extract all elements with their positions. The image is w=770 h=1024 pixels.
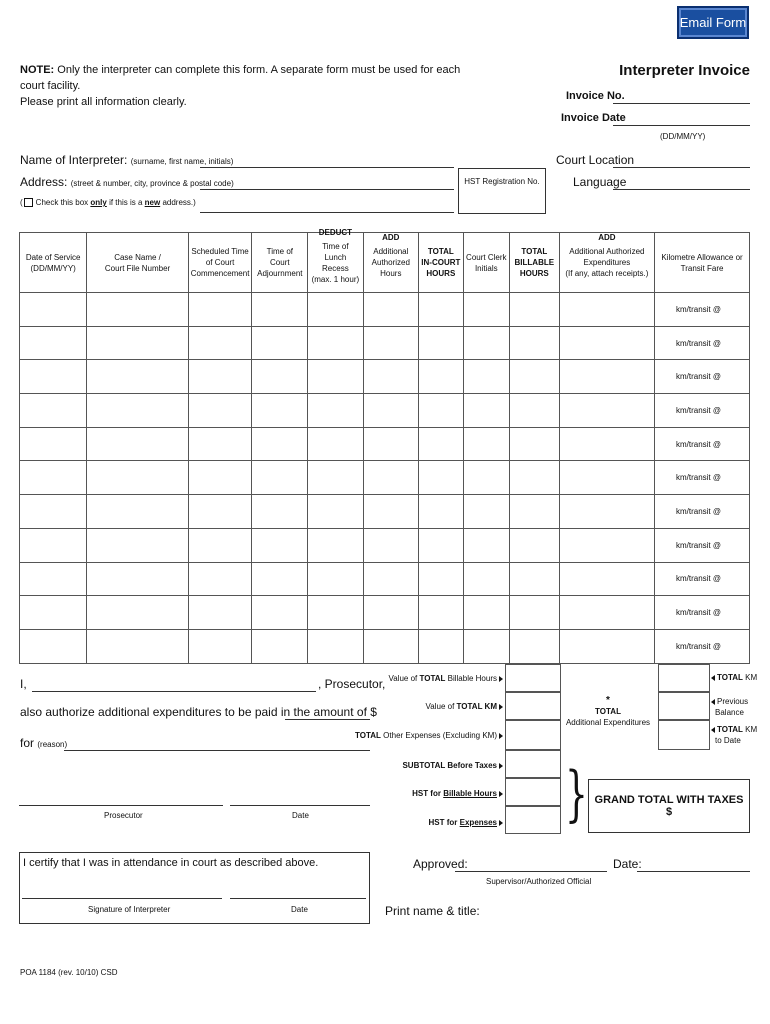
table-cell[interactable]: km/transit @: [655, 461, 750, 495]
table-cell[interactable]: [559, 326, 654, 360]
table-row: [20, 596, 750, 630]
note-prefix: NOTE:: [20, 64, 55, 76]
hst-registration-box[interactable]: [458, 168, 546, 214]
table-cell[interactable]: [559, 528, 654, 562]
table-cell[interactable]: [559, 495, 654, 529]
new-address-post: address.): [162, 198, 196, 207]
subtotal-label: SUBTOTAL Before Taxes: [353, 761, 503, 770]
court-location-label: Court Location: [556, 153, 635, 167]
table-cell[interactable]: [419, 461, 464, 495]
prosecutor-i: I,: [20, 677, 27, 691]
table-cell[interactable]: [308, 461, 363, 495]
table-header-line: HOURS: [519, 269, 549, 278]
table-header-line: Additional: [373, 247, 409, 256]
hst-expenses-box[interactable]: [505, 806, 561, 834]
table-cell[interactable]: [20, 596, 87, 630]
table-cell[interactable]: [463, 394, 509, 428]
table-cell[interactable]: [559, 629, 654, 663]
address-label-text: Address:: [20, 175, 68, 189]
total-additional-label: * TOTAL Additional Expenditures: [565, 695, 651, 727]
table-cell[interactable]: [363, 394, 419, 428]
address-field-1[interactable]: [200, 189, 454, 190]
table-header-top: ADD: [382, 233, 400, 242]
prosecutor-date-field[interactable]: [230, 805, 370, 806]
table-header-line: Court Clerk: [466, 252, 507, 262]
table-cell[interactable]: [20, 326, 87, 360]
table-cell[interactable]: [363, 495, 419, 529]
table-cell[interactable]: [188, 394, 252, 428]
address-label: [20, 175, 234, 189]
table-header-cell: [188, 233, 252, 293]
table-cell[interactable]: km/transit @: [655, 293, 750, 327]
table-header-line: Date of Service: [25, 252, 81, 262]
value-km-box[interactable]: [505, 692, 561, 720]
table-header-line: Recess: [322, 263, 349, 273]
table-cell[interactable]: [252, 360, 308, 394]
table-cell[interactable]: [308, 293, 363, 327]
table-cell[interactable]: [252, 528, 308, 562]
table-cell[interactable]: [308, 495, 363, 529]
name-label-text: Name of Interpreter:: [20, 153, 128, 167]
table-cell[interactable]: [87, 360, 188, 394]
table-header-line: Scheduled Time: [191, 247, 249, 256]
value-billable-box[interactable]: [505, 664, 561, 692]
table-header-line: of Court: [205, 258, 235, 267]
hst-billable-box[interactable]: [505, 778, 561, 806]
table-header-cell: [20, 233, 87, 293]
table-cell[interactable]: [20, 394, 87, 428]
table-cell[interactable]: [87, 562, 188, 596]
table-row: [20, 562, 750, 596]
supervisor-label: Supervisor/Authorized Official: [486, 877, 592, 886]
interpreter-date-label: Date: [291, 905, 308, 914]
new-address-only: only: [90, 198, 107, 207]
approved-field[interactable]: [455, 871, 607, 872]
table-cell[interactable]: [559, 596, 654, 630]
table-cell[interactable]: [20, 629, 87, 663]
table-cell[interactable]: [363, 562, 419, 596]
previous-balance-label: Previous Balance: [711, 696, 748, 718]
table-header-line: BILLABLE: [514, 258, 555, 267]
table-cell[interactable]: [509, 293, 559, 327]
total-km-box[interactable]: [658, 664, 710, 692]
table-cell[interactable]: [363, 629, 419, 663]
brace-icon: }: [565, 759, 588, 829]
table-header-line: IN-COURT: [421, 258, 461, 267]
table-cell[interactable]: [252, 596, 308, 630]
table-header-line: TOTAL: [427, 247, 454, 256]
table-cell[interactable]: [20, 427, 87, 461]
table-header-row: [20, 233, 750, 293]
table-cell[interactable]: km/transit @: [655, 360, 750, 394]
table-cell[interactable]: [509, 495, 559, 529]
authorize-amount-field[interactable]: [285, 719, 370, 720]
table-cell[interactable]: km/transit @: [655, 629, 750, 663]
table-cell[interactable]: [363, 596, 419, 630]
table-header-line: (max. 1 hour): [311, 274, 360, 284]
table-cell[interactable]: [20, 293, 87, 327]
table-cell[interactable]: [87, 528, 188, 562]
table-cell[interactable]: [463, 427, 509, 461]
email-form-button[interactable]: Email Form: [677, 6, 749, 39]
table-cell[interactable]: [419, 394, 464, 428]
table-cell[interactable]: [188, 360, 252, 394]
table-header-cell: [655, 233, 750, 293]
note-line2: Please print all information clearly.: [20, 96, 187, 108]
new-address-checkbox[interactable]: [24, 198, 33, 207]
table-cell[interactable]: [363, 461, 419, 495]
total-km-label: TOTAL KM: [711, 673, 757, 682]
table-header-line: Transit Fare: [680, 263, 724, 273]
table-header-cell: [363, 233, 419, 293]
table-header-cell: [252, 233, 308, 293]
print-name-label: Print name & title:: [385, 904, 480, 918]
name-label: [20, 153, 233, 167]
table-header-cell: [87, 233, 188, 293]
table-cell[interactable]: [188, 461, 252, 495]
note-block: [20, 62, 480, 110]
table-cell[interactable]: [87, 596, 188, 630]
table-row: [20, 528, 750, 562]
table-header-line: Time of Lunch: [322, 241, 349, 262]
table-cell[interactable]: [559, 461, 654, 495]
table-cell[interactable]: [419, 596, 464, 630]
table-header-line: Additional Authorized: [569, 247, 645, 256]
table-cell[interactable]: [188, 596, 252, 630]
table-header-line: (If any, attach receipts.): [565, 269, 649, 278]
new-address-pre: Check this box: [35, 198, 89, 207]
table-cell[interactable]: [509, 629, 559, 663]
invoice-no-field[interactable]: [613, 103, 750, 104]
new-address-row: ( Check this box only if this is a new address.): [20, 198, 196, 207]
table-cell[interactable]: [308, 360, 363, 394]
table-cell[interactable]: [463, 495, 509, 529]
hst-registration-label: HST Registration No.: [464, 177, 540, 186]
prosecutor-suffix: , Prosecutor,: [318, 677, 386, 691]
other-expenses-box[interactable]: [505, 720, 561, 750]
table-cell[interactable]: [20, 528, 87, 562]
table-cell[interactable]: [87, 293, 188, 327]
table-cell[interactable]: [20, 495, 87, 529]
table-cell[interactable]: [308, 562, 363, 596]
table-header-cell: [308, 227, 363, 293]
table-cell[interactable]: km/transit @: [655, 427, 750, 461]
table-header-line: Adjournment: [257, 269, 303, 278]
previous-balance-box[interactable]: [658, 692, 710, 720]
table-header-cell: [419, 233, 464, 293]
language-field[interactable]: [613, 189, 750, 190]
reason-field[interactable]: [64, 750, 370, 751]
grand-total-label: GRAND TOTAL WITH TAXES: [594, 794, 744, 806]
subtotal-box[interactable]: [505, 750, 561, 778]
table-cell[interactable]: [188, 562, 252, 596]
table-cell[interactable]: [419, 528, 464, 562]
table-cell[interactable]: [419, 427, 464, 461]
table-cell[interactable]: [363, 326, 419, 360]
hst-billable-label: HST for Billable Hours: [353, 789, 503, 798]
table-row: [20, 427, 750, 461]
page-title: Interpreter Invoice: [619, 62, 750, 79]
grand-total-dollar: $: [665, 806, 673, 818]
table-cell[interactable]: [188, 629, 252, 663]
table-cell[interactable]: [252, 427, 308, 461]
table-cell[interactable]: [509, 394, 559, 428]
invoice-date-label: Invoice Date: [561, 112, 626, 124]
table-row: [20, 293, 750, 327]
form-footer: POA 1184 (rev. 10/10) CSD: [20, 968, 118, 977]
table-cell[interactable]: [308, 427, 363, 461]
table-cell[interactable]: [20, 360, 87, 394]
table-cell[interactable]: [559, 427, 654, 461]
table-cell[interactable]: km/transit @: [655, 394, 750, 428]
table-header-cell: [509, 233, 559, 293]
table-cell[interactable]: [363, 360, 419, 394]
table-cell[interactable]: [559, 394, 654, 428]
table-cell[interactable]: [87, 394, 188, 428]
table-header-line: Case Name /: [114, 252, 161, 262]
table-cell[interactable]: km/transit @: [655, 326, 750, 360]
table-cell[interactable]: [252, 326, 308, 360]
table-cell[interactable]: [419, 326, 464, 360]
interpreter-sig-label: Signature of Interpreter: [88, 905, 171, 914]
address-hint: (street & number, city, province & postal code): [70, 179, 234, 188]
approved-label: Approved:: [413, 857, 468, 871]
table-header-top: ADD: [598, 233, 616, 242]
table-header-top: DEDUCT: [318, 227, 353, 237]
table-cell[interactable]: [419, 495, 464, 529]
approved-date-label: Date:: [613, 857, 642, 871]
table-cell[interactable]: [463, 293, 509, 327]
table-cell[interactable]: [87, 427, 188, 461]
name-field[interactable]: [200, 167, 454, 168]
table-cell[interactable]: [363, 427, 419, 461]
table-row: [20, 394, 750, 428]
table-row: [20, 461, 750, 495]
table-cell[interactable]: [419, 360, 464, 394]
table-cell[interactable]: [252, 562, 308, 596]
table-cell[interactable]: [188, 427, 252, 461]
table-cell[interactable]: [463, 562, 509, 596]
new-address-mid: if this is a: [109, 198, 143, 207]
table-header-line: Expenditures: [583, 258, 631, 267]
prosecutor-sig-label: Prosecutor: [104, 811, 143, 820]
table-cell[interactable]: [509, 326, 559, 360]
table-cell[interactable]: [188, 528, 252, 562]
interpreter-signature-field[interactable]: [22, 898, 222, 899]
other-expenses-label: TOTAL Other Expenses (Excluding KM): [345, 731, 503, 740]
table-cell[interactable]: [252, 293, 308, 327]
table-header-line: (DD/MM/YY): [30, 263, 76, 273]
table-cell[interactable]: [419, 629, 464, 663]
invoice-date-field[interactable]: [613, 125, 750, 126]
table-cell[interactable]: [363, 293, 419, 327]
table-header-line: Court File Number: [104, 263, 171, 273]
for-hint: (reason): [37, 740, 68, 749]
table-cell[interactable]: [509, 360, 559, 394]
table-cell[interactable]: [463, 596, 509, 630]
prosecutor-name-field[interactable]: [32, 691, 316, 692]
certify-box: [19, 852, 370, 924]
invoice-date-format: (DD/MM/YY): [660, 132, 706, 141]
table-cell[interactable]: km/transit @: [655, 495, 750, 529]
address-field-2[interactable]: [200, 212, 454, 213]
table-cell[interactable]: [252, 461, 308, 495]
table-cell[interactable]: [419, 293, 464, 327]
table-header-line: Initials: [474, 263, 498, 273]
for-label-text: for: [20, 736, 35, 750]
table-cell[interactable]: [463, 326, 509, 360]
service-table: [19, 227, 750, 664]
table-cell[interactable]: [308, 326, 363, 360]
table-cell[interactable]: [87, 629, 188, 663]
for-label: [20, 736, 67, 750]
table-cell[interactable]: [20, 461, 87, 495]
table-header-line: Commencement: [190, 269, 250, 278]
table-row: [20, 495, 750, 529]
table-header-line: TOTAL: [521, 247, 548, 256]
value-billable-label: Value of TOTAL Billable Hours: [353, 674, 503, 683]
table-cell[interactable]: [463, 629, 509, 663]
table-cell[interactable]: [509, 461, 559, 495]
table-cell[interactable]: [308, 596, 363, 630]
table-cell[interactable]: [463, 360, 509, 394]
table-row: [20, 629, 750, 663]
table-cell[interactable]: [419, 562, 464, 596]
table-cell[interactable]: km/transit @: [655, 562, 750, 596]
table-row: [20, 360, 750, 394]
table-cell[interactable]: [188, 495, 252, 529]
value-km-label: Value of TOTAL KM: [353, 702, 503, 711]
table-cell[interactable]: km/transit @: [655, 528, 750, 562]
table-cell[interactable]: [559, 562, 654, 596]
table-cell[interactable]: [509, 596, 559, 630]
invoice-no-label: Invoice No.: [566, 90, 625, 102]
table-header-line: HOURS: [426, 269, 456, 278]
table-cell[interactable]: [20, 562, 87, 596]
table-cell[interactable]: [463, 528, 509, 562]
table-cell[interactable]: [87, 495, 188, 529]
interpreter-date-field[interactable]: [230, 898, 366, 899]
table-cell[interactable]: [363, 528, 419, 562]
prosecutor-signature-field[interactable]: [19, 805, 223, 806]
court-location-field[interactable]: [613, 167, 750, 168]
hst-expenses-label: HST for Expenses: [353, 818, 503, 827]
table-cell[interactable]: [308, 629, 363, 663]
total-km-to-date-box[interactable]: [658, 720, 710, 750]
table-cell[interactable]: [188, 326, 252, 360]
total-km-to-date-label: TOTAL KM to Date: [711, 724, 757, 746]
table-cell[interactable]: [308, 394, 363, 428]
table-header-cell: [559, 233, 654, 293]
table-cell[interactable]: [252, 394, 308, 428]
table-cell[interactable]: [87, 326, 188, 360]
table-cell[interactable]: [87, 461, 188, 495]
authorize-text: also authorize additional expenditures to be paid in the amount of $: [20, 705, 377, 719]
prosecutor-date-label: Date: [292, 811, 309, 820]
table-cell[interactable]: km/transit @: [655, 596, 750, 630]
table-header-cell: [463, 233, 509, 293]
approved-date-field[interactable]: [637, 871, 750, 872]
table-cell[interactable]: [559, 293, 654, 327]
table-header-line: Time of: [266, 247, 293, 256]
note-line1: Only the interpreter can complete this form. A separate form must be used for each court facility.: [20, 64, 461, 92]
table-cell[interactable]: [509, 427, 559, 461]
certify-text: I certify that I was in attendance in court as described above.: [23, 857, 319, 869]
table-header-line: Authorized Hours: [371, 258, 410, 278]
grand-total-box[interactable]: [588, 779, 750, 833]
table-cell[interactable]: [252, 495, 308, 529]
table-cell[interactable]: [308, 528, 363, 562]
table-header-line: Court: [270, 258, 290, 267]
table-cell[interactable]: [509, 562, 559, 596]
table-cell[interactable]: [252, 629, 308, 663]
table-row: [20, 326, 750, 360]
table-cell[interactable]: [463, 461, 509, 495]
new-address-new: new: [144, 198, 161, 207]
table-cell[interactable]: [509, 528, 559, 562]
table-header-line: Kilometre Allowance or: [661, 252, 743, 262]
table-cell[interactable]: [188, 293, 252, 327]
table-cell[interactable]: [559, 360, 654, 394]
language-label: Language: [573, 175, 627, 189]
name-hint: (surname, first name, initials): [130, 157, 234, 166]
